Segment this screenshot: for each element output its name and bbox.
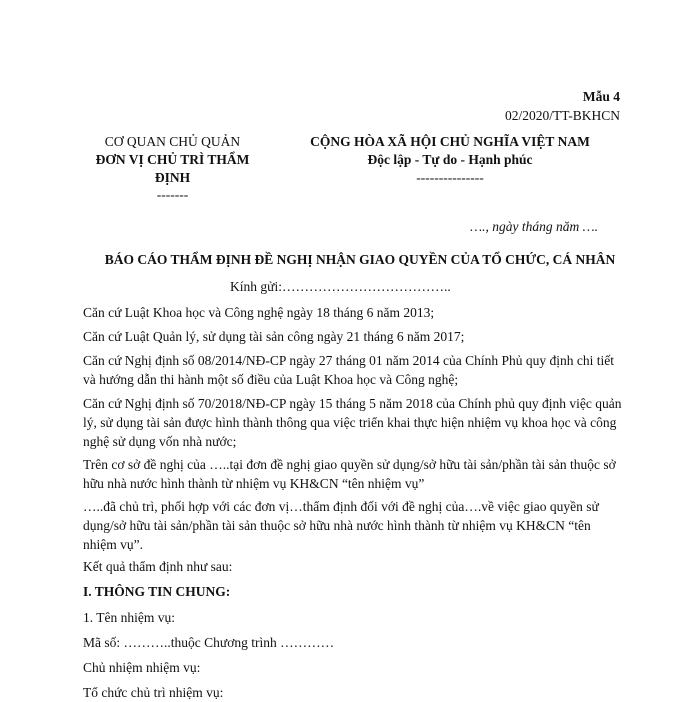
appraisal-unit-cont: ĐỊNH bbox=[154, 170, 191, 185]
recipient-line: Kính gửi:……………………………….. bbox=[230, 279, 451, 294]
legal-basis-2: Căn cứ Luật Quản lý, sử dụng tài sản công ngày 21 tháng 6 năm 2017; bbox=[83, 329, 465, 344]
appraisal-unit: ĐƠN VỊ CHỦ TRÌ THẨM bbox=[95, 152, 250, 167]
result-intro: Kết quả thẩm định như sau: bbox=[83, 559, 233, 574]
appraisal-statement: …..đã chủ trì, phối hợp với các đơn vị…thẩm định đối với đề nghị của….về việc giao quyền sử dụng/sở hữu tài sản/phần tài sản thuộc sở hữu nhà nước hình thành từ nhiệm vụ KH&CN “tên nhiệm vụ”. bbox=[83, 499, 599, 552]
legal-basis-1: Căn cứ Luật Khoa học và Công nghệ ngày 18 tháng 6 năm 2013; bbox=[83, 305, 435, 320]
task-leader: Chủ nhiệm nhiệm vụ: bbox=[83, 660, 201, 675]
task-name: 1. Tên nhiệm vụ: bbox=[83, 610, 175, 625]
request-basis: Trên cơ sở đề nghị của …..tại đơn đề nghị giao quyền sử dụng/sở hữu tài sản/phần tài sản thuộc sở hữu nhà nước hình thành từ nhiệm vụ KH&CN “tên nhiệm vụ” bbox=[83, 457, 616, 491]
section-general-info-heading: I. THÔNG TIN CHUNG: bbox=[83, 584, 231, 599]
task-code: Mã số: ………..thuộc Chương trình ………… bbox=[83, 635, 335, 650]
national-title: CỘNG HÒA XÃ HỘI CHỦ NGHĨA VIỆT NAM bbox=[310, 134, 590, 149]
legal-basis-4: Căn cứ Nghị định số 70/2018/NĐ-CP ngày 15 tháng 5 năm 2018 của Chính phủ quy định việc quản lý, sử dụng tài sản được hình thành thông qua việc triển khai thực hiện nhiệm vụ khoa học và công nghệ sử dụng vốn nhà nước; bbox=[83, 396, 622, 449]
left-header-rule: ------- bbox=[156, 187, 189, 202]
national-motto: Độc lập - Tự do - Hạnh phúc bbox=[367, 152, 533, 167]
host-organization: Tổ chức chủ trì nhiệm vụ: bbox=[83, 685, 224, 700]
date-line: …., ngày tháng năm …. bbox=[470, 219, 598, 234]
governing-agency: CƠ QUAN CHỦ QUẢN bbox=[104, 134, 241, 149]
form-code: 02/2020/TT-BKHCN bbox=[504, 108, 620, 123]
legal-basis-3: Căn cứ Nghị định số 08/2014/NĐ-CP ngày 27 tháng 01 năm 2014 của Chính Phủ quy định chi tiết và hướng dẫn thi hành một số điều của Luật Khoa học và Công nghệ; bbox=[83, 353, 615, 387]
form-label: Mẫu 4 bbox=[582, 89, 620, 104]
report-title: BÁO CÁO THẨM ĐỊNH ĐỀ NGHỊ NHẬN GIAO QUYỀN CỦA TỔ CHỨC, CÁ NHÂN bbox=[104, 252, 616, 267]
right-header-rule: --------------- bbox=[416, 170, 484, 185]
